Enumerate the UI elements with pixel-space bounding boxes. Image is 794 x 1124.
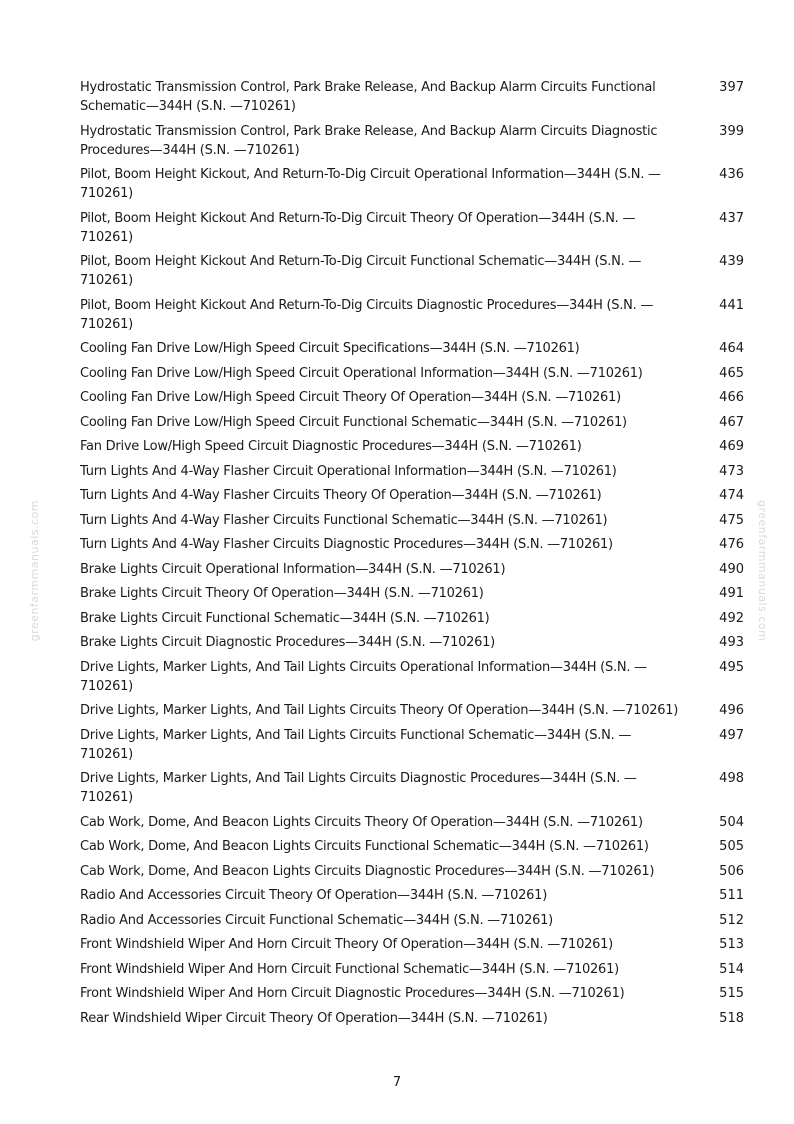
toc-entry-page-number[interactable]: 467: [719, 414, 744, 430]
toc-entry-title[interactable]: Cooling Fan Drive Low/High Speed Circuit Theory Of Operation—344H (S.N. —710261): [80, 390, 621, 405]
toc-entry-page-number[interactable]: 441: [719, 297, 744, 313]
toc-entry-title[interactable]: Drive Lights, Marker Lights, And Tail Lights Circuits Diagnostic Procedures—344H (S.N. —710261): [80, 771, 637, 805]
toc-entry[interactable]: [80, 633, 744, 652]
toc-entry[interactable]: [80, 935, 744, 954]
toc-entry[interactable]: [80, 209, 744, 247]
toc-entry-title[interactable]: Turn Lights And 4-Way Flasher Circuits Functional Schematic—344H (S.N. —710261): [80, 512, 608, 528]
toc-entry[interactable]: [80, 984, 744, 1003]
toc-entry-page-number[interactable]: 473: [719, 463, 744, 479]
toc-entry[interactable]: [80, 462, 744, 481]
toc-entry[interactable]: [80, 813, 744, 832]
toc-entry-page-number[interactable]: 505: [719, 839, 744, 854]
toc-entry-page-number[interactable]: 464: [719, 341, 744, 356]
toc-entry-title[interactable]: Brake Lights Circuit Theory Of Operation—344H (S.N. —710261): [80, 586, 484, 601]
toc-entry[interactable]: [80, 886, 744, 905]
toc-entry-page-number[interactable]: 512: [719, 912, 744, 928]
toc-entry[interactable]: [80, 701, 744, 720]
toc-entry[interactable]: [80, 437, 744, 456]
toc-entry-page-number[interactable]: 496: [719, 703, 744, 718]
toc-entry-title[interactable]: Front Windshield Wiper And Horn Circuit Diagnostic Procedures—344H (S.N. —710261): [80, 986, 625, 1001]
toc-entry-title[interactable]: Turn Lights And 4-Way Flasher Circuits Diagnostic Procedures—344H (S.N. —710261): [80, 537, 613, 552]
toc-entry-page-number[interactable]: 466: [719, 390, 744, 405]
toc-entry[interactable]: [80, 837, 744, 856]
toc-entry[interactable]: [80, 658, 744, 696]
toc-entry-title[interactable]: Cab Work, Dome, And Beacon Lights Circuits Diagnostic Procedures—344H (S.N. —710261): [80, 863, 655, 879]
toc-entry[interactable]: [80, 511, 744, 530]
toc-entry-title[interactable]: Cooling Fan Drive Low/High Speed Circuit Operational Information—344H (S.N. —710261): [80, 365, 643, 381]
toc-entry[interactable]: [80, 1009, 744, 1028]
toc-entry-title[interactable]: Cab Work, Dome, And Beacon Lights Circuits Theory Of Operation—344H (S.N. —710261): [80, 814, 643, 830]
table-of-contents: [80, 78, 744, 1033]
toc-entry[interactable]: [80, 535, 744, 554]
toc-entry-page-number[interactable]: 475: [719, 512, 744, 528]
toc-entry-title[interactable]: Pilot, Boom Height Kickout And Return-To-Dig Circuit Functional Schematic—344H (S.N. —710261): [80, 254, 642, 288]
toc-entry[interactable]: [80, 296, 744, 334]
toc-entry-page-number[interactable]: 495: [719, 659, 744, 675]
toc-entry-page-number[interactable]: 498: [719, 771, 744, 786]
toc-entry-title[interactable]: Cab Work, Dome, And Beacon Lights Circuits Functional Schematic—344H (S.N. —710261): [80, 839, 649, 854]
toc-entry-page-number[interactable]: 399: [719, 123, 744, 139]
toc-entry-title[interactable]: Cooling Fan Drive Low/High Speed Circuit Specifications—344H (S.N. —710261): [80, 341, 580, 356]
toc-entry-title[interactable]: Front Windshield Wiper And Horn Circuit Theory Of Operation—344H (S.N. —710261): [80, 937, 613, 952]
toc-entry[interactable]: [80, 960, 744, 979]
toc-entry[interactable]: [80, 339, 744, 358]
toc-entry-title[interactable]: Brake Lights Circuit Operational Information—344H (S.N. —710261): [80, 561, 506, 577]
toc-entry-title[interactable]: Hydrostatic Transmission Control, Park Brake Release, And Backup Alarm Circuits Diagnostic Procedures—344H (S.N. —710261): [80, 123, 658, 158]
toc-entry-title[interactable]: Brake Lights Circuit Diagnostic Procedures—344H (S.N. —710261): [80, 635, 495, 650]
toc-entry[interactable]: [80, 165, 744, 203]
toc-entry-title[interactable]: Pilot, Boom Height Kickout, And Return-To-Dig Circuit Operational Information—344H (S.N. —710261): [80, 167, 661, 201]
toc-entry-page-number[interactable]: 474: [719, 488, 744, 503]
toc-entry[interactable]: [80, 78, 744, 116]
toc-entry-title[interactable]: Hydrostatic Transmission Control, Park Brake Release, And Backup Alarm Circuits Functional Schematic—344H (S.N. —710261): [80, 80, 656, 114]
watermark-right: greenfarmmanuals.com: [756, 500, 769, 642]
toc-entry-title[interactable]: Pilot, Boom Height Kickout And Return-To-Dig Circuit Theory Of Operation—344H (S.N. —710261): [80, 210, 636, 245]
toc-entry[interactable]: [80, 486, 744, 505]
toc-entry[interactable]: [80, 726, 744, 764]
toc-entry[interactable]: [80, 769, 744, 807]
toc-entry-title[interactable]: Cooling Fan Drive Low/High Speed Circuit Functional Schematic—344H (S.N. —710261): [80, 414, 627, 430]
toc-entry[interactable]: [80, 609, 744, 628]
toc-entry-page-number[interactable]: 497: [719, 727, 744, 743]
toc-entry-title[interactable]: Brake Lights Circuit Functional Schematic—344H (S.N. —710261): [80, 610, 490, 626]
toc-entry-page-number[interactable]: 436: [719, 167, 744, 182]
toc-entry-page-number[interactable]: 491: [719, 586, 744, 601]
toc-entry[interactable]: [80, 364, 744, 383]
toc-entry[interactable]: [80, 413, 744, 432]
toc-entry[interactable]: [80, 862, 744, 881]
toc-entry-title[interactable]: Fan Drive Low/High Speed Circuit Diagnostic Procedures—344H (S.N. —710261): [80, 439, 582, 454]
toc-entry-title[interactable]: Drive Lights, Marker Lights, And Tail Lights Circuits Theory Of Operation—344H (S.N. —710261): [80, 703, 679, 718]
toc-entry[interactable]: [80, 388, 744, 407]
toc-entry[interactable]: [80, 122, 744, 160]
toc-entry-page-number[interactable]: 397: [719, 80, 744, 95]
toc-entry-title[interactable]: Pilot, Boom Height Kickout And Return-To-Dig Circuits Diagnostic Procedures—344H (S.N. —710261): [80, 297, 654, 332]
toc-entry-page-number[interactable]: 518: [719, 1010, 744, 1026]
toc-entry[interactable]: [80, 911, 744, 930]
toc-entry-page-number[interactable]: 514: [719, 961, 744, 977]
page-number: 7: [392, 1075, 402, 1090]
toc-entry-page-number[interactable]: 513: [719, 937, 744, 952]
toc-entry-title[interactable]: Drive Lights, Marker Lights, And Tail Lights Circuits Functional Schematic—344H (S.N. —710261): [80, 727, 632, 762]
toc-entry-title[interactable]: Radio And Accessories Circuit Theory Of Operation—344H (S.N. —710261): [80, 888, 548, 903]
toc-entry-page-number[interactable]: 493: [719, 635, 744, 650]
toc-entry-page-number[interactable]: 437: [719, 210, 744, 226]
toc-entry[interactable]: [80, 252, 744, 290]
toc-entry-page-number[interactable]: 492: [719, 610, 744, 626]
toc-entry-page-number[interactable]: 490: [719, 561, 744, 577]
toc-entry-page-number[interactable]: 506: [719, 863, 744, 879]
toc-entry-title[interactable]: Radio And Accessories Circuit Functional Schematic—344H (S.N. —710261): [80, 912, 553, 928]
toc-entry-title[interactable]: Drive Lights, Marker Lights, And Tail Lights Circuits Operational Information—344H (S.N. —710261): [80, 659, 647, 694]
toc-entry-page-number[interactable]: 511: [719, 888, 744, 903]
toc-entry-title[interactable]: Front Windshield Wiper And Horn Circuit Functional Schematic—344H (S.N. —710261): [80, 961, 619, 977]
toc-entry[interactable]: [80, 584, 744, 603]
toc-entry-page-number[interactable]: 469: [719, 439, 744, 454]
toc-entry-page-number[interactable]: 476: [719, 537, 744, 552]
toc-entry-title[interactable]: Rear Windshield Wiper Circuit Theory Of Operation—344H (S.N. —710261): [80, 1010, 548, 1026]
toc-entry[interactable]: [80, 560, 744, 579]
toc-entry-page-number[interactable]: 515: [719, 986, 744, 1001]
toc-entry-page-number[interactable]: 439: [719, 254, 744, 269]
toc-entry-title[interactable]: Turn Lights And 4-Way Flasher Circuit Operational Information—344H (S.N. —710261): [80, 463, 617, 479]
toc-entry-page-number[interactable]: 465: [719, 365, 744, 381]
watermark-left: greenfarmmanuals.com: [28, 500, 41, 642]
toc-entry-page-number[interactable]: 504: [719, 814, 744, 830]
toc-entry-title[interactable]: Turn Lights And 4-Way Flasher Circuits Theory Of Operation—344H (S.N. —710261): [80, 488, 602, 503]
